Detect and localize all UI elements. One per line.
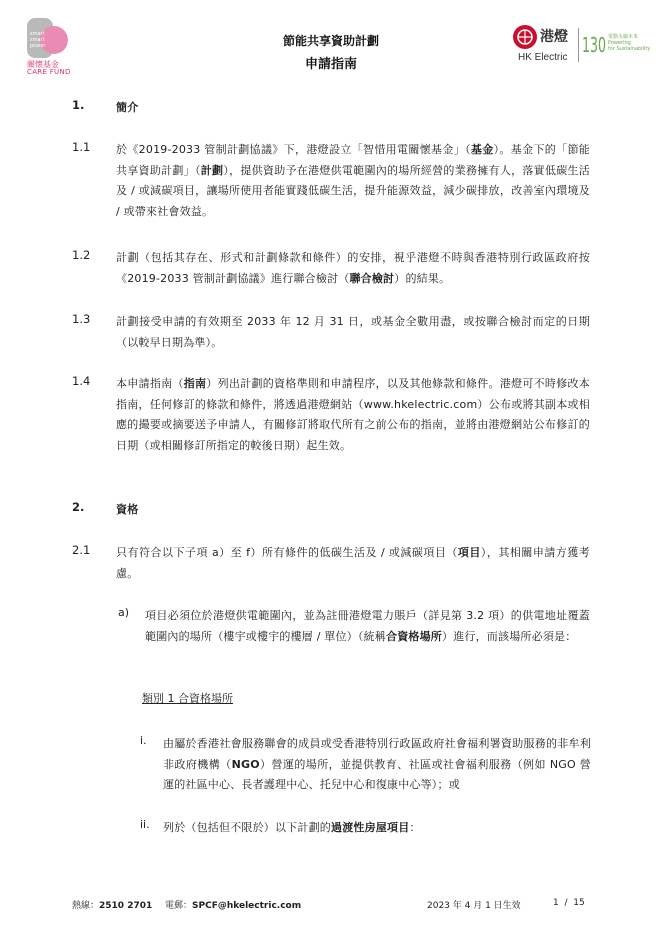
anniversary-number: 130: [582, 33, 606, 57]
clause-1-3-number: 1.3: [72, 312, 91, 326]
defined-term: 聯合檢討: [349, 271, 395, 285]
sub-item-a-label: a): [118, 606, 130, 619]
section-2-title: 資格: [116, 503, 139, 516]
clause-1-3-text: [116, 312, 590, 353]
clause-1-4-number: 1.4: [72, 374, 91, 388]
anniversary-tagline: [608, 34, 650, 52]
section-1-number: 1.: [72, 98, 85, 112]
hotline-label: 熱線：: [72, 901, 100, 911]
hk-electric-emblem-icon: [512, 24, 538, 50]
email-label: 電郵：: [165, 901, 193, 911]
page-separator: /: [564, 898, 568, 908]
sub-item-ii-label: ii.: [140, 818, 150, 831]
defined-term: 基金: [470, 143, 494, 156]
text-run: ）營運的場所，並提供教育、社區或社會福利服務（例如 NGO 營運的社區中心、長者護理中心、托兒中心和復康中心等）；或: [163, 757, 592, 791]
clause-1-4-text: [116, 374, 590, 456]
tagline-en-2: for Sustainability: [608, 46, 651, 52]
tagline-en-1: Powering: [608, 40, 631, 46]
defined-term: 合資格場所: [386, 629, 442, 643]
anniversary-130-icon: [582, 26, 606, 60]
text-run: 列於（包括但不限於）以下計劃的: [163, 821, 331, 834]
text-run: 於《2019-2033 管制計劃協議》下，港燈設立「智惜用電關懷基金」（: [116, 143, 471, 156]
footer-effective-date: 2023 年 4 月 1 日生效: [427, 901, 521, 911]
total-pages: 15: [573, 898, 585, 908]
hotline-number[interactable]: 2510 2701: [99, 901, 153, 911]
text-run: ）。基金下的「節能共享資助計劃」（: [116, 143, 591, 177]
clause-1-1-number: 1.1: [72, 140, 91, 154]
hk-electric-en: HK Electric: [518, 52, 568, 63]
tagline-cn: 電動永續未來: [608, 34, 639, 40]
doc-subtitle: 申請指南: [304, 57, 357, 72]
text-run: 項目必須位於港燈供電範圍內，並為註冊港燈電力賬戶（詳見第 3.2 項）的供電地址覆蓋範圍內的場所（樓宇或樓宇的樓層 / 單位）（統稱: [145, 609, 590, 643]
defined-term: NGO: [231, 757, 260, 771]
footer-hotline: [72, 898, 152, 911]
sub-item-a-text: [145, 606, 590, 647]
text-run: 計劃接受申請的有效期至 2033 年 12 月 31 日，或基金全數用盡，或按聯合檢討而定的日期（以較早日期為準）。: [116, 315, 590, 349]
text-run: 只有符合以下子項 a）至 f）所有條件的低碳生活及 / 或減碳項目（: [116, 546, 458, 559]
email-link[interactable]: SPCF@hkelectric.com: [192, 901, 302, 911]
footer-page-number: [553, 898, 585, 908]
clause-1-2-text: [116, 248, 590, 289]
hk-electric-cn: 港燈: [540, 29, 568, 45]
text-run: 計劃（包括其存在、形式和計劃條款和條件）的安排，視乎港燈不時與香港特別行政區政府按《2019-2033 管制計劃協議》進行聯合檢討（: [116, 251, 590, 285]
text-run: ）的結果。: [394, 271, 451, 285]
text-run: ），提供資助予在港燈供電範圍內的場所經營的業務擁有人，落實低碳生活及 / 或減碳項目，讓場所使用者能實踐低碳生活，提升能源效益，減少碳排放，改善室內環境及 / 或帶來社會效益。: [116, 163, 590, 218]
text-run: ），其相關申請方獲考慮。: [116, 546, 590, 580]
clause-1-1-text: [116, 140, 590, 222]
clause-1-2-number: 1.2: [72, 248, 91, 262]
hk-electric-logo: [512, 24, 651, 68]
section-1-title: 簡介: [116, 101, 139, 114]
defined-term: 過渡性房屋項目: [331, 821, 410, 834]
defined-term: 指南: [183, 377, 207, 390]
defined-term: 計劃: [200, 163, 224, 177]
text-run: ）列出計劃的資格準則和申請程序，以及其他條款和條件。港燈可不時修改本指南，任何修訂的條款和條件，將透過港燈網站（www.hkelectric.com）公布或將其副本或相應的撮要或摘要送予申請人，有關修訂將取代所有之前公布的指南，並將由港燈網站公布修訂的日期（或相關修訂所指定的較後日期）起生效。: [116, 377, 590, 452]
category-1-heading: 類別 1 合資格場所: [142, 692, 233, 705]
current-page: 1: [553, 898, 559, 908]
text-run: ：: [409, 821, 421, 834]
care-fund-en: CARE FUND: [27, 68, 71, 76]
sub-item-i-text: [163, 734, 591, 796]
care-mark-text-1: smart: [30, 31, 45, 37]
doc-title: 節能共享資助計劃: [282, 34, 379, 48]
logo-divider: [578, 28, 579, 62]
text-run: 本申請指南（: [116, 377, 184, 390]
text-run: 由屬於香港社會服務聯會的成員或受香港特別行政區政府社會福利署資助服務的非牟利非政府機構（: [163, 737, 591, 771]
clause-2-1-text: [116, 543, 590, 584]
section-2-number: 2.: [72, 500, 85, 514]
text-run: ）進行，而該場所必須是：: [442, 629, 577, 643]
defined-term: 項目: [457, 546, 481, 559]
clause-2-1-number: 2.1: [72, 543, 91, 557]
care-mark-text-2: smart: [30, 37, 45, 43]
sub-item-ii-text: [163, 818, 591, 839]
care-mark-text-3: power: [30, 43, 46, 49]
sub-item-i-label: i.: [140, 734, 147, 747]
footer-email: [165, 898, 301, 911]
care-fund-cn: 關懷基金: [27, 60, 59, 69]
